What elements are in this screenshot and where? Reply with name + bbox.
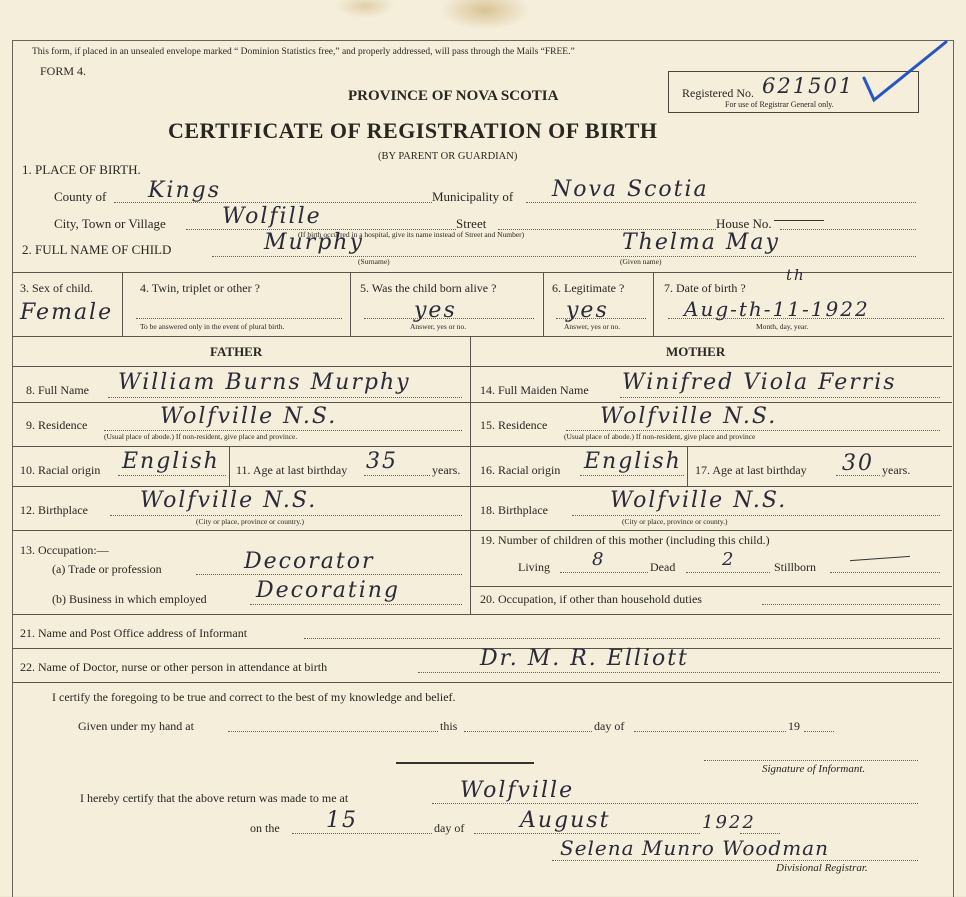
father-age-label: 11. Age at last birthday: [236, 463, 348, 477]
living-value: 8: [592, 549, 606, 570]
twin-note: To be answered only in the event of plural birth.: [140, 322, 285, 331]
father-heading: FATHER: [210, 344, 263, 359]
checkmark-icon: [860, 40, 950, 110]
legitimate-note: Answer, yes or no.: [564, 322, 621, 331]
municipality-label: Municipality of: [432, 189, 514, 204]
mother-birthplace-note: (City or place, province or county.): [622, 517, 728, 526]
month-value: August: [520, 808, 611, 833]
day-value: 15: [326, 808, 358, 833]
father-birthplace-value: Wolfville N.S.: [140, 488, 318, 513]
mother-heading: MOTHER: [666, 344, 726, 359]
stillborn-label: Stillborn: [774, 560, 817, 574]
mother-occupation-label: 20. Occupation, if other than household duties: [480, 592, 702, 606]
place-of-birth-label: 1. PLACE OF BIRTH.: [22, 162, 141, 177]
living-label: Living: [518, 560, 550, 574]
father-business-value: Decorating: [256, 578, 400, 603]
mother-birthplace-label: 18. Birthplace: [480, 503, 548, 517]
city-label: City, Town or Village: [54, 216, 166, 231]
registered-label: Registered No.: [682, 86, 754, 100]
mother-age-value: 30: [842, 451, 874, 476]
registrar-signature: Selena Munro Woodman: [560, 836, 829, 860]
sex-value: Female: [20, 300, 114, 325]
father-birthplace-label: 12. Birthplace: [20, 503, 88, 517]
divisional-registrar-label: Divisional Registrar.: [776, 862, 868, 874]
year-prefix: 19: [788, 719, 800, 733]
dead-value: 2: [722, 549, 736, 570]
child-name-label: 2. FULL NAME OF CHILD: [22, 242, 172, 257]
dead-label: Dead: [650, 560, 676, 574]
mother-racial-label: 16. Racial origin: [480, 463, 561, 477]
father-trade-value: Decorator: [244, 549, 375, 574]
certificate-title: CERTIFICATE OF REGISTRATION OF BIRTH: [168, 118, 658, 143]
mother-children-label: 19. Number of children of this mother (including this child.): [480, 533, 770, 547]
this-label: this: [440, 719, 458, 733]
street-label: Street: [456, 216, 487, 231]
child-given-name: Thelma May: [622, 230, 780, 255]
province-heading: PROVINCE OF NOVA SCOTIA: [348, 88, 559, 104]
legitimate-label: 6. Legitimate ?: [552, 281, 625, 295]
child-surname: Murphy: [264, 230, 364, 255]
mother-age-label: 17. Age at last birthday: [695, 463, 807, 477]
father-residence-value: Wolfville N.S.: [160, 404, 338, 429]
father-years: years.: [432, 463, 461, 477]
dob-value: Aug-th-11-1922: [684, 297, 870, 321]
signature-informant-label: Signature of Informant.: [762, 763, 866, 775]
house-label: House No.: [716, 216, 772, 231]
father-birthplace-note: (City or place, province or country.): [196, 517, 305, 526]
twin-label: 4. Twin, triplet or other ?: [140, 281, 260, 295]
alive-label: 5. Was the child born alive ?: [360, 281, 497, 295]
return-label: I hereby certify that the above return was made to me at: [80, 791, 349, 805]
mail-note: This form, if placed in an unsealed envelope marked “ Dominion Statistics free,” and properly addressed, will pass through the Mails “FREE.”: [32, 47, 575, 57]
county-value: Kings: [148, 178, 222, 203]
father-name-value: William Burns Murphy: [118, 370, 411, 395]
given-under-label: Given under my hand at: [78, 719, 194, 733]
city-value: Wolfille: [222, 204, 322, 229]
mother-name-label: 14. Full Maiden Name: [480, 383, 589, 397]
mother-residence-value: Wolfville N.S.: [600, 404, 778, 429]
father-occupation-label: 13. Occupation:—: [20, 543, 109, 557]
water-stain: [440, 0, 530, 30]
mother-name-value: Winifred Viola Ferris: [622, 370, 897, 395]
certify-statement: I certify the foregoing to be true and correct to the best of my knowledge and belief.: [52, 690, 456, 704]
mother-residence-label: 15. Residence: [480, 418, 548, 432]
father-racial-value: English: [122, 449, 220, 474]
father-residence-label: 9. Residence: [26, 418, 88, 432]
legitimate-value: yes: [566, 298, 609, 323]
given-name-hint: (Given name): [620, 257, 662, 266]
return-place: Wolfville: [460, 778, 575, 803]
alive-note: Answer, yes or no.: [410, 322, 467, 331]
alive-value: yes: [414, 298, 457, 323]
on-the-label: on the: [250, 821, 280, 835]
municipality-value: Nova Scotia: [552, 177, 709, 202]
dob-superscript: th: [786, 266, 806, 284]
form-number: FORM 4.: [40, 64, 87, 78]
mother-years: years.: [882, 463, 911, 477]
sex-label: 3. Sex of child.: [20, 281, 93, 295]
mother-birthplace-value: Wolfville N.S.: [610, 488, 788, 513]
doctor-label: 22. Name of Doctor, nurse or other person in attendance at birth: [20, 660, 328, 674]
dob-label: 7. Date of birth ?: [664, 281, 746, 295]
county-label: County of: [54, 189, 107, 204]
surname-hint: (Surname): [358, 257, 390, 266]
father-residence-note: (Usual place of abode.) If non-resident, give place and province.: [104, 432, 298, 441]
father-racial-label: 10. Racial origin: [20, 463, 101, 477]
father-trade-label: (a) Trade or profession: [52, 562, 162, 576]
mother-residence-note: (Usual place of abode.) If non-resident, give place and province: [564, 432, 756, 441]
mother-racial-value: English: [584, 449, 682, 474]
registered-number: 621501: [762, 74, 855, 98]
father-business-label: (b) Business in which employed: [52, 592, 207, 606]
year-value: 1922: [702, 812, 756, 833]
doctor-value: Dr. M. R. Elliott: [480, 646, 689, 671]
informant-label: 21. Name and Post Office address of Informant: [20, 626, 248, 640]
water-stain: [335, 0, 395, 18]
dob-note: Month, day, year.: [756, 322, 809, 331]
day-of-label-2: day of: [434, 821, 465, 835]
registrar-note: For use of Registrar General only.: [725, 100, 834, 109]
father-name-label: 8. Full Name: [26, 383, 89, 397]
father-age-value: 35: [366, 449, 398, 474]
hospital-note: (If birth occurred in a hospital, give its name instead of Street and Number): [298, 230, 525, 239]
day-of-label: day of: [594, 719, 625, 733]
certificate-subtitle: (BY PARENT OR GUARDIAN): [378, 151, 518, 162]
